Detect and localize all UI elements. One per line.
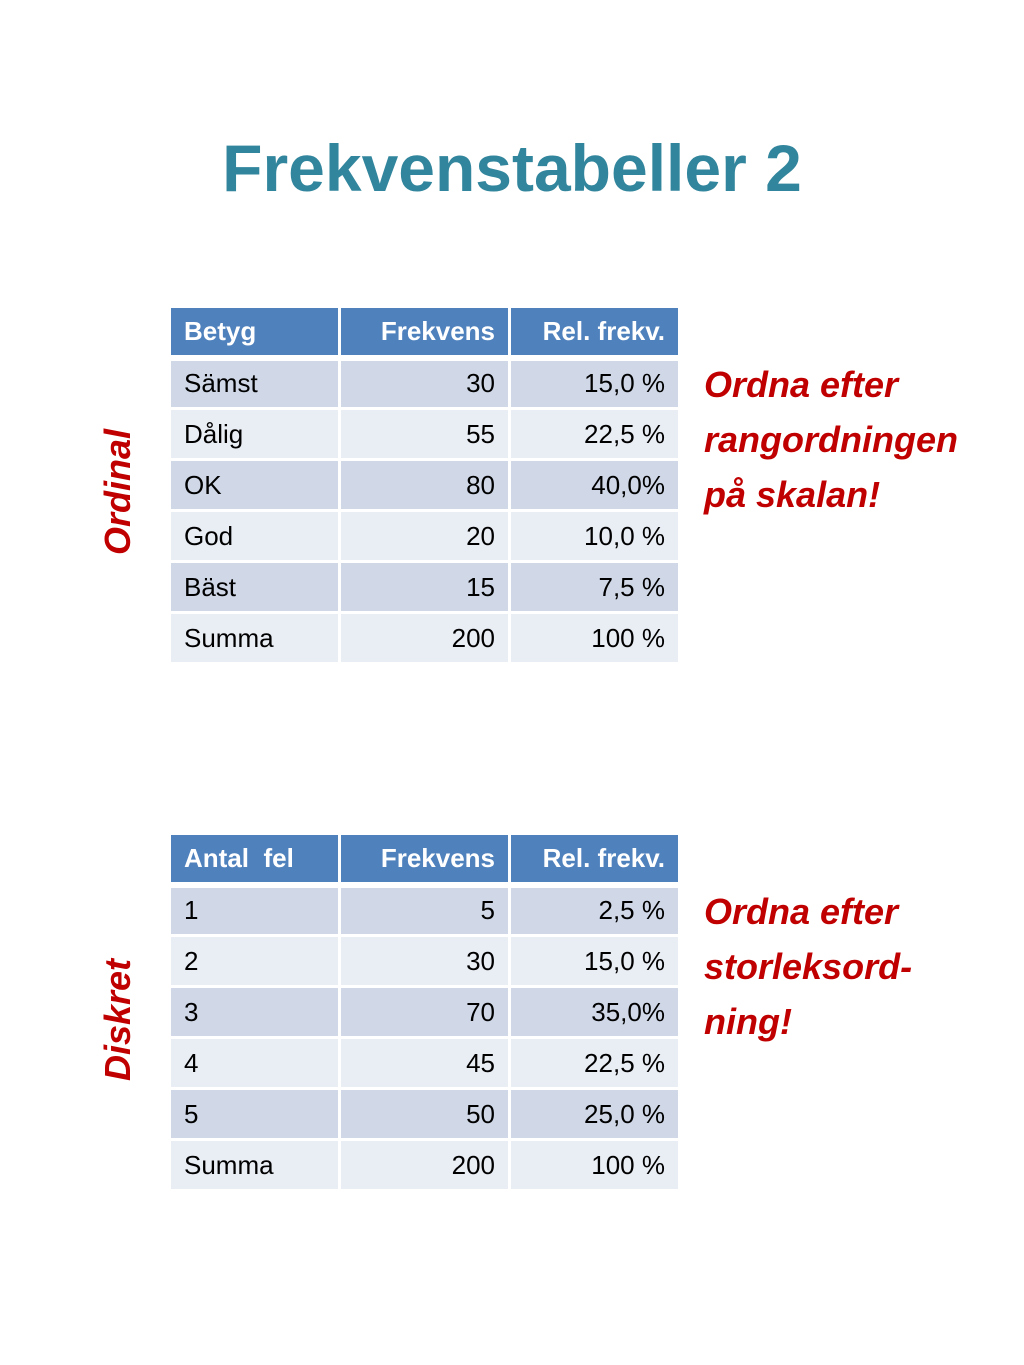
table-row [170,460,680,511]
table-row-total [170,1140,680,1191]
note-line: Ordna efter [704,891,899,932]
side-label-diskret: Diskret [97,958,138,1082]
table-cell: Summa [170,613,340,664]
column-header: Frekvens [340,834,510,885]
table-row [170,562,680,613]
table-cell: 20 [340,511,510,562]
side-label-ordinal: Ordinal [97,428,138,556]
note-line: Ordna efter [704,364,899,405]
table-cell: 30 [340,358,510,409]
table-cell: 7,5 % [510,562,680,613]
table-cell: 40,0% [510,460,680,511]
table-cell: 15,0 % [510,358,680,409]
table-cell: Dålig [170,409,340,460]
table-cell: Summa [170,1140,340,1191]
page-title: Frekvenstabeller 2 [222,131,802,205]
frequency-table-discrete [168,832,681,1192]
table-row [170,358,680,409]
column-header: Antal fel [170,834,340,885]
note-line: rangordningen [704,419,958,460]
table-row [170,936,680,987]
note-ordinal [704,357,958,522]
table-cell: 100 % [510,613,680,664]
table-row [170,1038,680,1089]
table-cell: 200 [340,1140,510,1191]
table-cell: 30 [340,936,510,987]
table-cell: 55 [340,409,510,460]
note-line: ning! [704,1001,792,1042]
table-row-total [170,613,680,664]
table-cell: 2 [170,936,340,987]
table-cell: 22,5 % [510,1038,680,1089]
table-row [170,1089,680,1140]
note-line: storleksord- [704,946,913,987]
table-cell: 50 [340,1089,510,1140]
table-cell: 45 [340,1038,510,1089]
frequency-table-ordinal [168,305,681,665]
table-cell: 5 [340,885,510,936]
table-cell: Sämst [170,358,340,409]
column-header: Rel. frekv. [510,834,680,885]
table-header-row [170,307,680,358]
table-cell: 70 [340,987,510,1038]
table-cell: 100 % [510,1140,680,1191]
table-cell: 15,0 % [510,936,680,987]
table-cell: 22,5 % [510,409,680,460]
table-cell: 1 [170,885,340,936]
table-cell: 35,0% [510,987,680,1038]
table-cell: 25,0 % [510,1089,680,1140]
table-row [170,511,680,562]
table-cell: 10,0 % [510,511,680,562]
table-row [170,987,680,1038]
table-cell: 200 [340,613,510,664]
note-discrete [704,884,912,1049]
table-header-row [170,834,680,885]
table-cell: 5 [170,1089,340,1140]
table-row [170,885,680,936]
table-cell: 15 [340,562,510,613]
table-row [170,409,680,460]
column-header: Frekvens [340,307,510,358]
table-cell: Bäst [170,562,340,613]
column-header: Betyg [170,307,340,358]
table-cell: God [170,511,340,562]
table-cell: 4 [170,1038,340,1089]
table-cell: 80 [340,460,510,511]
column-header: Rel. frekv. [510,307,680,358]
table-cell: OK [170,460,340,511]
table-cell: 3 [170,987,340,1038]
table-cell: 2,5 % [510,885,680,936]
note-line: på skalan! [704,474,881,515]
